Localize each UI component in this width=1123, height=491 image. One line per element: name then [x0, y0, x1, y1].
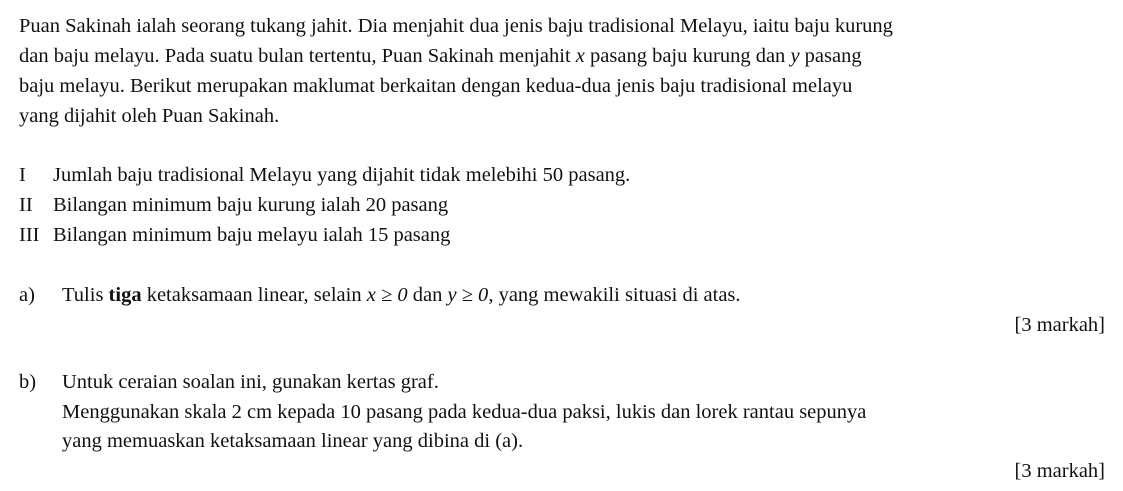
question-b-marks: [3 markah] — [1014, 460, 1105, 482]
condition-1-text: Jumlah baju tradisional Melayu yang dijahit tidak melebihi 50 pasang. — [53, 164, 631, 186]
inequality-y: y ≥ 0 — [447, 284, 489, 306]
intro-line-2 — [19, 44, 862, 68]
intro-line-1: Puan Sakinah ialah seorang tukang jahit. Dia menjahit dua jenis baju tradisional Melayu, iaitu baju kurung — [19, 15, 893, 37]
question-a-label: a) — [19, 284, 35, 306]
condition-3-number: III — [19, 224, 40, 246]
intro-line-2-text-c: pasang — [799, 45, 862, 67]
inequality-x: x ≥ 0 — [366, 284, 408, 306]
question-a-marks: [3 markah] — [1014, 314, 1105, 336]
condition-2-number: II — [19, 194, 33, 216]
question-b-line-1: Untuk ceraian soalan ini, gunakan kertas graf. — [62, 371, 439, 393]
intro-line-2-text-b: pasang baju kurung dan — [584, 45, 791, 67]
condition-1-number: I — [19, 164, 26, 186]
condition-3-text: Bilangan minimum baju melayu ialah 15 pasang — [53, 224, 451, 246]
question-a-text: Tulis tiga ketaksamaan linear, selain x ≥ 0 dan y ≥ 0, yang mewakili situasi di atas. — [62, 284, 741, 306]
question-b-line-2: Menggunakan skala 2 cm kepada 10 pasang pada kedua-dua paksi, lukis dan lorek rantau sepunya — [62, 401, 867, 423]
question-b-label: b) — [19, 371, 37, 393]
intro-line-2-text-a: dan baju melayu. Pada suatu bulan tertentu, Puan Sakinah menjahit — [19, 45, 576, 67]
intro-line-3: baju melayu. Berikut merupakan maklumat berkaitan dengan kedua-dua jenis baju tradisional melayu — [19, 75, 853, 97]
condition-2-text: Bilangan minimum baju kurung ialah 20 pasang — [53, 194, 449, 216]
question-b-line-3: yang memuaskan ketaksamaan linear yang dibina di (a). — [62, 430, 524, 452]
variable-x: x — [575, 45, 585, 67]
variable-y: y — [790, 45, 800, 67]
question-a-bold-word: tiga — [108, 284, 142, 306]
intro-line-4: yang dijahit oleh Puan Sakinah. — [19, 105, 280, 127]
